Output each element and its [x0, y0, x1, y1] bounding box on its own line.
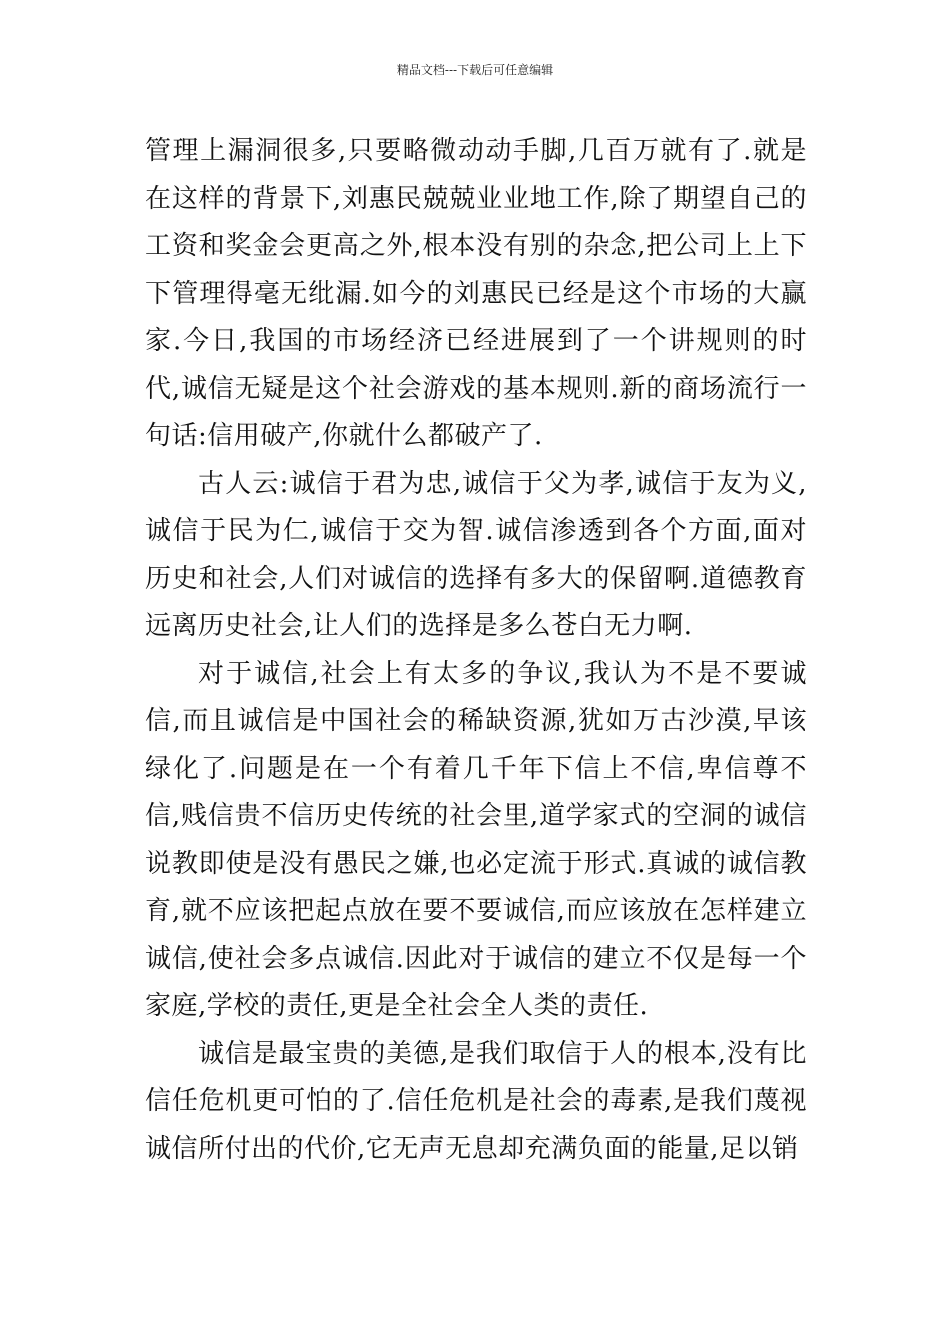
page-header: 精品文档---下载后可任意编辑 — [396, 63, 554, 77]
paragraph-3: 对于诚信,社会上有太多的争议,我认为不是不要诚信,而且诚信是中国社会的稀缺资源,犹如万古沙漠,早该绿化了.问题是在一个有着几千年下信上不信,卑信尊不信,贱信贵不信历史传统的社会里,道学家式的空洞的诚信说教即使是没有愚民之嫌,也必定流于形式.真诚的诚信教育,就不应该把起点放在要不要诚信,而应该放在怎样建立诚信,使社会多点诚信.因此对于诚信的建立不仅是每一个家庭,学校的责任,更是全社会全人类的责任. — [145, 658, 807, 1021]
document-body — [145, 128, 807, 1173]
paragraph-2: 古人云:诚信于君为忠,诚信于父为孝,诚信于友为义,诚信于民为仁,诚信于交为智.诚信渗透到各个方面,面对历史和社会,人们对诚信的选择有多大的保留啊.道德教育远离历史社会,让人们的选择是多么苍白无力啊. — [145, 468, 807, 641]
paragraph-4: 诚信是最宝贵的美德,是我们取信于人的根本,没有比信任危机更可怕的了.信任危机是社会的毒素,是我们蔑视诚信所付出的代价,它无声无息却充满负面的能量,足以销 — [145, 1038, 807, 1164]
paragraph-1: 管理上漏洞很多,只要略微动动手脚,几百万就有了.就是在这样的背景下,刘惠民兢兢业业地工作,除了期望自己的工资和奖金会更高之外,根本没有别的杂念,把公司上上下下管理得毫无纰漏.如今的刘惠民已经是这个市场的大赢家.今日,我国的市场经济已经进展到了一个讲规则的时代,诚信无疑是这个社会游戏的基本规则.新的商场流行一句话:信用破产,你就什么都破产了. — [145, 136, 807, 451]
